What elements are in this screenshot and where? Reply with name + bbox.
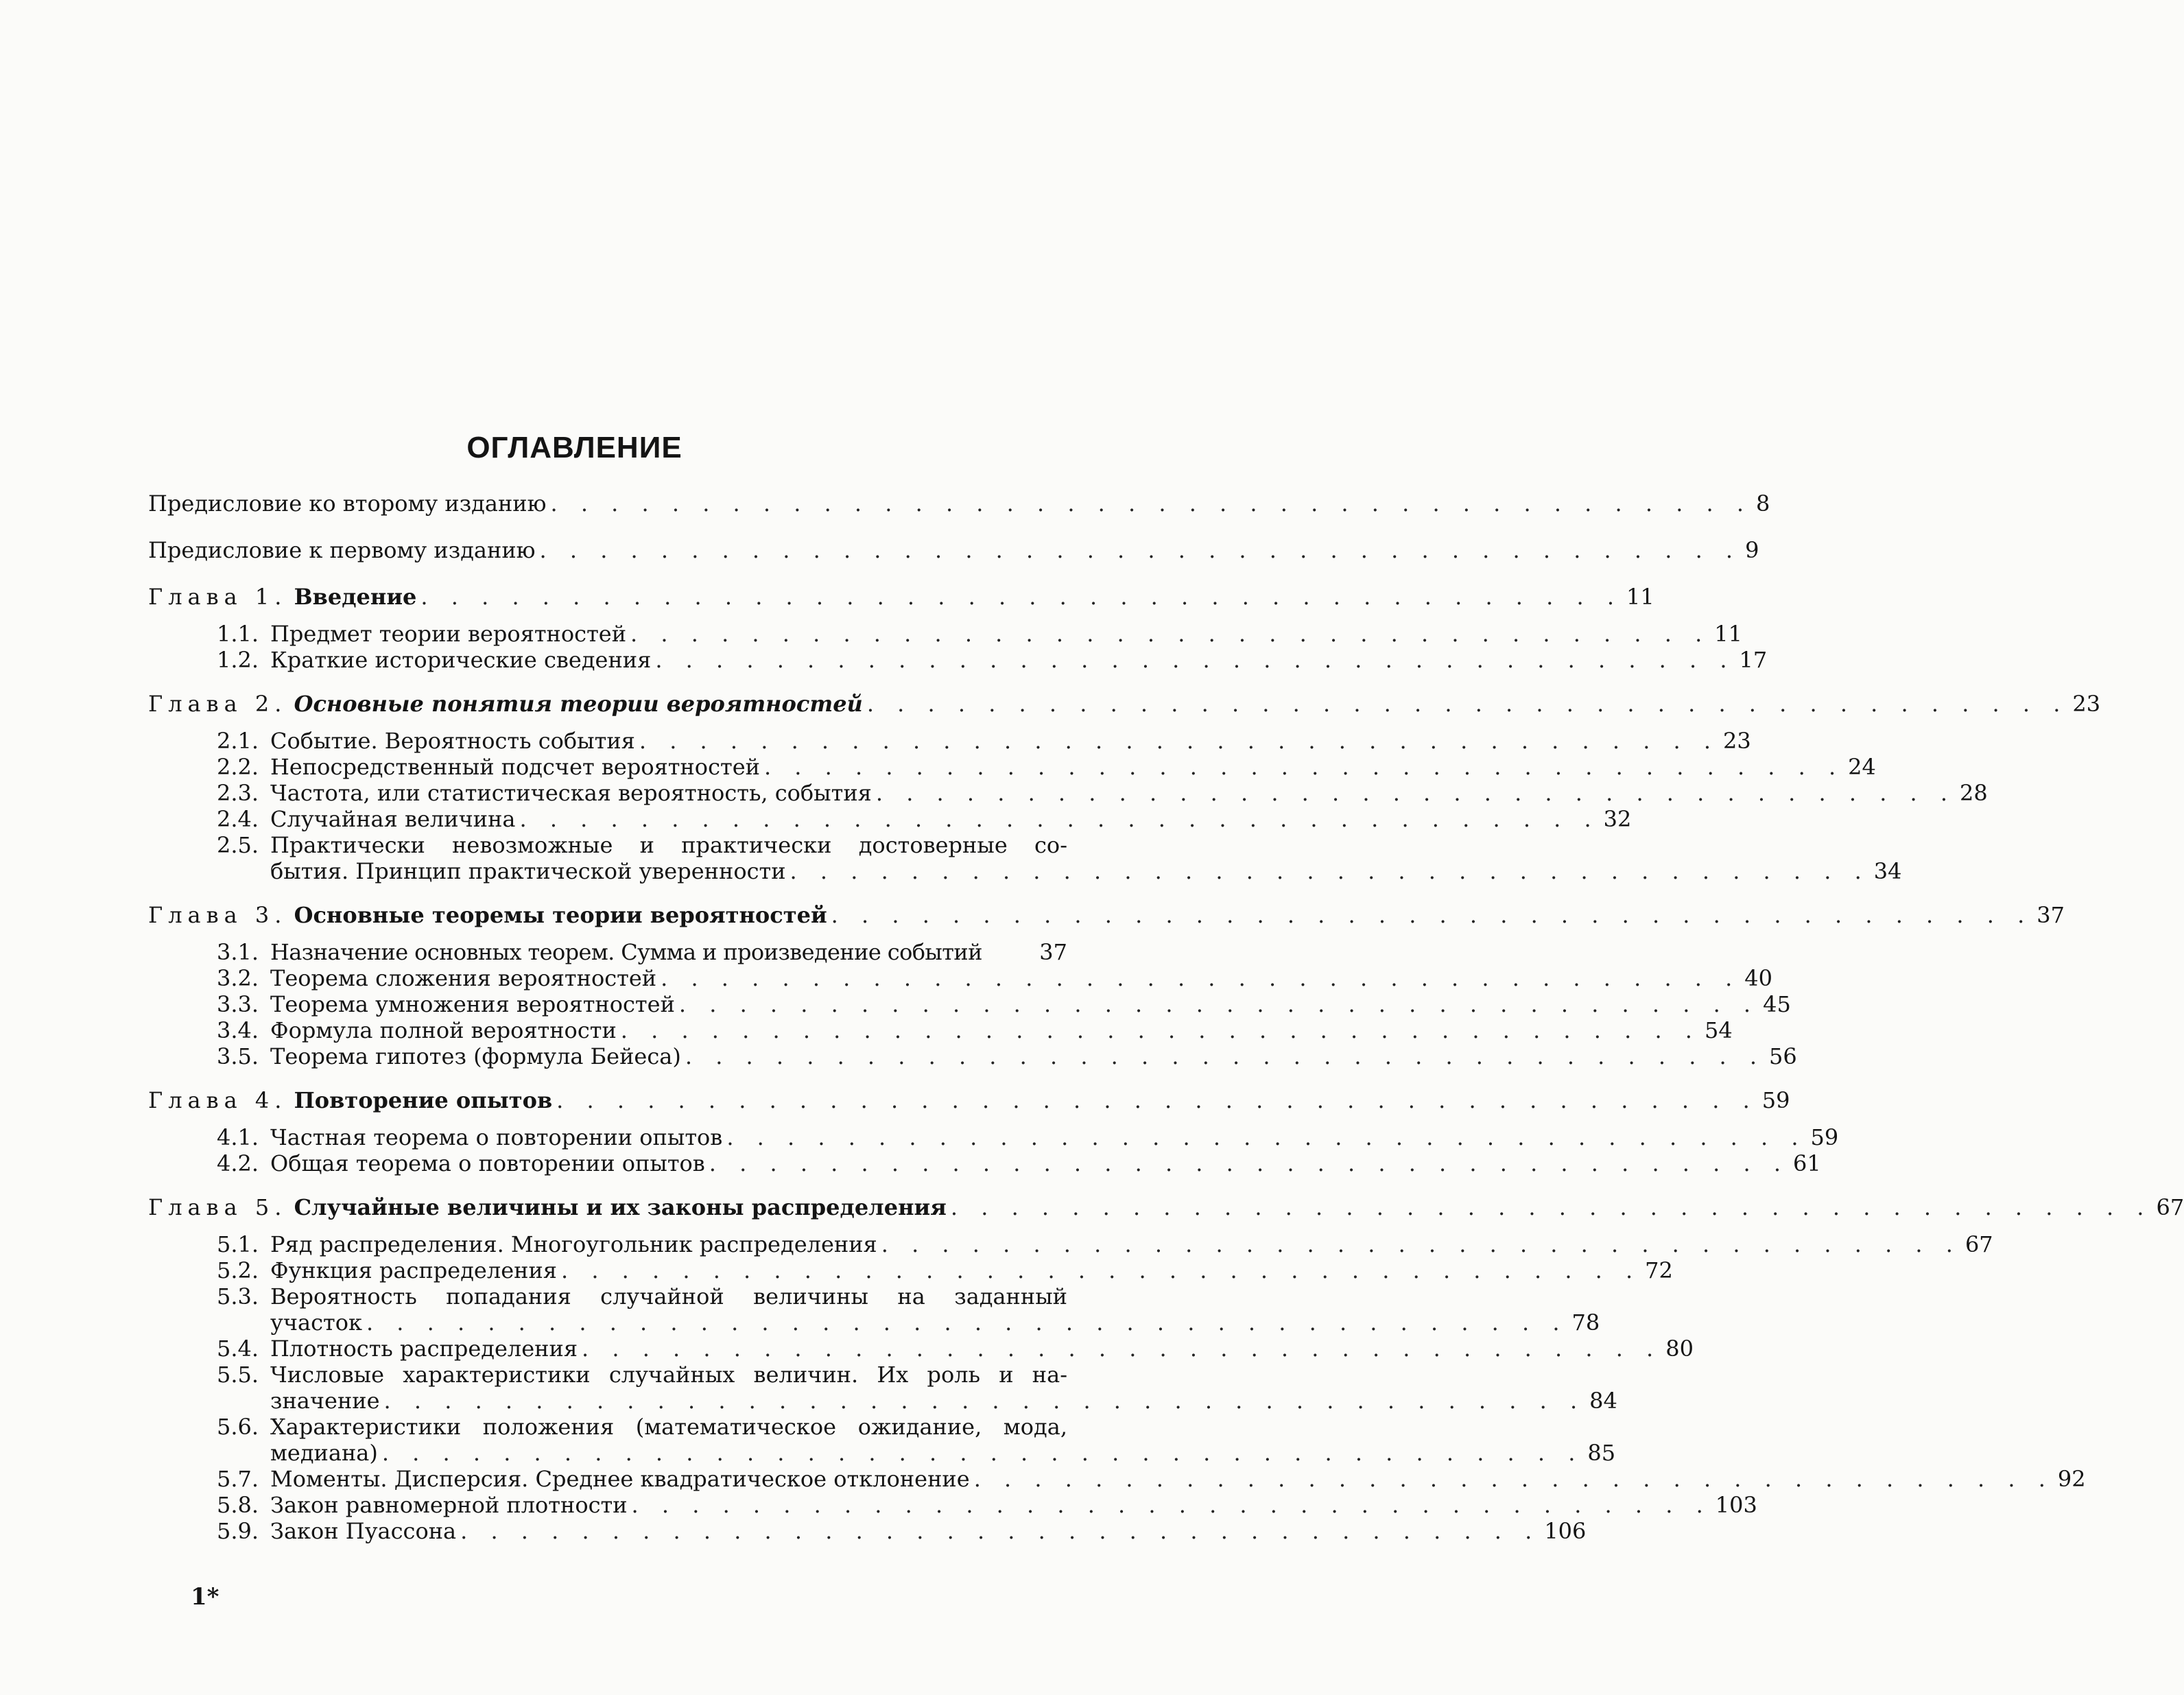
section-title: Назначение основных теорем. Сумма и произведение событий [270, 939, 982, 965]
toc-chapter-2[interactable] [148, 691, 2101, 717]
page-number: 92 [2057, 1466, 2086, 1492]
section-number: 3.3. [217, 991, 259, 1017]
section-number: 1.2. [217, 647, 259, 673]
toc-section-5-7[interactable] [217, 1466, 2086, 1492]
section-number: 5.4. [217, 1336, 259, 1362]
section-title: Непосредственный подсчет вероятностей [270, 754, 760, 780]
dot-leader: . . . . . . . . . . . . . . . . . . . . . . . . . . . . . . . . . . . . [631, 1492, 1711, 1518]
section-title-line2: бытия. Принцип практической уверенности [270, 858, 786, 884]
section-title-line1: Практически невозможные и практически достоверные со- [270, 832, 1067, 858]
section-number: 5.2. [217, 1257, 259, 1283]
page-number: 37 [2037, 902, 2065, 928]
section-number: 5.8. [217, 1492, 259, 1518]
section-title: Частная теорема о повторении опытов [270, 1124, 723, 1150]
entry-title: Предисловие к первому изданию [148, 537, 536, 563]
toc-section-5-2[interactable] [217, 1257, 1673, 1283]
dot-leader: . . . . . . . . . . . . . . . . . . . . . . . . . . . . . . . . . . . . [678, 991, 1759, 1017]
page-number: 54 [1704, 1017, 1733, 1043]
section-number: 5.5. [217, 1362, 259, 1388]
dot-leader: . . . . . . . . . . . . . . . . . . . . . . . . . . . . . . . . . . . . [726, 1124, 1807, 1150]
page-number: 24 [1848, 754, 1876, 780]
section-number: 3.4. [217, 1017, 259, 1043]
page-number: 9 [1745, 537, 1759, 563]
dot-leader: . . . . . . . . . . . . . . . . . . . . . . . . . . . . . . . . . . . . . . . . [381, 1440, 1584, 1466]
chapter-label: Глава 3. [148, 902, 287, 928]
dot-leader: . . . . . . . . . . . . . . . . . . . . . . . . . . . . . . . . . . . . [639, 728, 1720, 754]
chapter-title: Основные теоремы теории вероятностей [294, 902, 827, 928]
page-number: 80 [1665, 1336, 1694, 1362]
toc-chapter-3[interactable] [148, 902, 2065, 928]
section-title: Формула полной вероятности [270, 1017, 617, 1043]
table-of-contents [148, 490, 2184, 1544]
toc-chapter-5[interactable] [148, 1194, 2184, 1220]
toc-section-2-3[interactable] [217, 780, 1988, 806]
page-number: 59 [1810, 1124, 1839, 1150]
toc-section-5-1[interactable] [217, 1231, 1993, 1257]
page-number: 11 [1626, 584, 1654, 610]
section-number: 3.5. [217, 1043, 259, 1069]
dot-leader: . . . . . . . . . . . . . . . . . . . . . . . . . . . . . . . . . . . . . . . . [831, 902, 2033, 928]
section-number: 5.6. [217, 1414, 259, 1440]
page-number: 32 [1603, 806, 1632, 832]
toc-section-2-2[interactable] [217, 754, 1876, 780]
page-number: 11 [1714, 621, 1742, 647]
page-number: 59 [1761, 1087, 1790, 1113]
dot-leader: . . . . . . . . . . . . . . . . . . . . . . . . . . . . . . . . . . . . [630, 621, 1711, 647]
dot-leader: . . . . . . . . . . . . . . . . . . . . . . . . . . . . . . . . . . . . [881, 1231, 1961, 1257]
section-number: 2.4. [217, 806, 259, 832]
section-title: Теорема умножения вероятностей [270, 991, 675, 1017]
section-title: Событие. Вероятность события [270, 728, 635, 754]
toc-section-4-2[interactable] [217, 1150, 1821, 1176]
chapter-title: Введение [294, 584, 417, 610]
section-title: Частота, или статистическая вероятность, события [270, 780, 872, 806]
dot-leader: . . . . . . . . . . . . . . . . . . . . . . . . . . . . . . . . . . . . [875, 780, 1956, 806]
toc-entry-preface-1[interactable] [148, 537, 1759, 563]
toc-chapter-4[interactable] [148, 1087, 1790, 1113]
section-title: Общая теорема о повторении опытов [270, 1150, 705, 1176]
section-number: 2.3. [217, 780, 259, 806]
page-number: 78 [1571, 1309, 1600, 1336]
section-title-line2: медиана) [270, 1440, 378, 1466]
section-title: Моменты. Дисперсия. Среднее квадратическое отклонение [270, 1466, 970, 1492]
toc-section-5-8[interactable] [217, 1492, 1757, 1518]
dot-leader: . . . . . . . . . . . . . . . . . . . . . . . . . . . . . . . . . . . . [655, 647, 1735, 673]
section-title: Закон Пуассона [270, 1518, 457, 1544]
toc-section-3-4[interactable] [217, 1017, 1733, 1043]
page-number: 67 [2156, 1194, 2184, 1220]
chapter-title: Случайные величины и их законы распределения [294, 1194, 947, 1220]
toc-section-3-3[interactable] [217, 991, 1791, 1017]
section-title: Закон равномерной плотности [270, 1492, 628, 1518]
chapter-title: Основные понятия теории вероятностей [294, 691, 863, 717]
toc-section-4-1[interactable] [217, 1124, 1839, 1150]
page-number: 37 [1039, 939, 1067, 965]
section-number: 5.3. [217, 1283, 259, 1309]
section-title-line1: Вероятность попадания случайной величины на заданный [270, 1283, 1067, 1309]
toc-section-3-2[interactable] [217, 965, 1773, 991]
section-number: 3.1. [217, 939, 259, 965]
toc-section-5-4[interactable] [217, 1336, 1694, 1362]
page-number: 45 [1763, 991, 1791, 1017]
page-number: 56 [1769, 1043, 1797, 1069]
dot-leader: . . . . . . . . . . . . . . . . . . . . . . . . . . . . . . . . . . . . [973, 1466, 2054, 1492]
toc-section-5-9[interactable] [217, 1518, 1587, 1544]
dot-leader: . . . . . . . . . . . . . . . . . . . . . . . . . . . . . . . . . . . . [620, 1017, 1700, 1043]
toc-section-1-1[interactable] [217, 621, 1742, 647]
section-number: 4.1. [217, 1124, 259, 1150]
section-title-line1: Числовые характеристики случайных величин. Их роль и на- [270, 1362, 1067, 1388]
chapter-label: Глава 2. [148, 691, 287, 717]
dot-leader: . . . . . . . . . . . . . . . . . . . . . . . . . . . . . . . . . . . . [582, 1336, 1662, 1362]
dot-leader: . . . . . . . . . . . . . . . . . . . . . . . . . . . . . . . . . . . . [661, 965, 1741, 991]
section-title-line2: участок [270, 1309, 362, 1336]
chapter-label: Глава 4. [148, 1087, 287, 1113]
toc-section-5-6[interactable] [217, 1414, 1616, 1466]
dot-leader: . . . . . . . . . . . . . . . . . . . . . . . . . . . . . . . . . . . . . . . . [383, 1388, 1586, 1414]
dot-leader: . . . . . . . . . . . . . . . . . . . . . . . . . . . . . . . . . . . . . . . . [550, 490, 1753, 517]
dot-leader: . . . . . . . . . . . . . . . . . . . . . . . . . . . . . . . . . . . . [519, 806, 1600, 832]
toc-section-3-5[interactable] [217, 1043, 1797, 1069]
section-title-line2: значение [270, 1388, 380, 1414]
section-title: Случайная величина [270, 806, 516, 832]
signature-mark: 1* [191, 1583, 219, 1611]
toc-section-1-2[interactable] [217, 647, 1768, 673]
chapter-label: Глава 1. [148, 584, 287, 610]
page-number: 67 [1965, 1231, 1993, 1257]
toc-chapter-1[interactable] [148, 584, 1654, 610]
dot-leader: . . . . . . . . . . . . . . . . . . . . . . . . . . . . . . . . . . . . . . . . [539, 537, 1742, 563]
section-number: 2.2. [217, 754, 259, 780]
section-title: Функция распределения [270, 1257, 557, 1283]
toc-section-5-5[interactable] [217, 1362, 1617, 1414]
page-number: 17 [1739, 647, 1768, 673]
dot-leader: . . . . . . . . . . . . . . . . . . . . . . . . . . . . . . . . . . . . . . . . [420, 584, 1622, 610]
page-number: 34 [1873, 858, 1902, 884]
page-number: 106 [1544, 1518, 1587, 1544]
dot-leader: . . . . . . . . . . . . . . . . . . . . . . . . . . . . . . . . . . . . . . . . [866, 691, 2069, 717]
entry-title: Предисловие ко второму изданию [148, 490, 547, 517]
toc-section-2-1[interactable] [217, 728, 1751, 754]
section-title-line1: Характеристики положения (математическое ожидание, мода, [270, 1414, 1067, 1440]
page-number: 23 [1723, 728, 1751, 754]
page-number: 72 [1645, 1257, 1673, 1283]
page-number: 84 [1589, 1388, 1617, 1414]
section-number: 2.5. [217, 832, 259, 858]
section-title: Предмет теории вероятностей [270, 621, 627, 647]
section-number: 1.1. [217, 621, 259, 647]
dot-leader: . . . . . . . . . . . . . . . . . . . . . . . . . . . . . . . . . . . . [460, 1518, 1541, 1544]
page-number: 23 [2072, 691, 2101, 717]
page-number: 61 [1793, 1150, 1821, 1176]
toc-entry-preface-2[interactable] [148, 490, 1770, 517]
section-title: Ряд распределения. Многоугольник распределения [270, 1231, 877, 1257]
page-number: 40 [1744, 965, 1773, 991]
section-title: Теорема гипотез (формула Бейеса) [270, 1043, 681, 1069]
chapter-title: Повторение опытов [294, 1087, 553, 1113]
section-title: Теорема сложения вероятностей [270, 965, 657, 991]
page-title: ОГЛАВЛЕНИЕ [466, 431, 682, 464]
dot-leader: . . . . . . . . . . . . . . . . . . . . . . . . . . . . . . . . . . . . [763, 754, 1844, 780]
section-number: 5.9. [217, 1518, 259, 1544]
section-title: Краткие исторические сведения [270, 647, 652, 673]
section-number: 5.7. [217, 1466, 259, 1492]
dot-leader: . . . . . . . . . . . . . . . . . . . . . . . . . . . . . . . . . . . . . . . . [950, 1194, 2152, 1220]
dot-leader: . . . . . . . . . . . . . . . . . . . . . . . . . . . . . . . . . . . . [685, 1043, 1766, 1069]
toc-section-2-5[interactable] [217, 832, 1902, 884]
toc-section-5-3[interactable] [217, 1283, 1600, 1336]
page-number: 103 [1715, 1492, 1757, 1518]
dot-leader: . . . . . . . . . . . . . . . . . . . . . . . . . . . . . . . . . . . . [709, 1150, 1789, 1176]
section-number: 2.1. [217, 728, 259, 754]
chapter-label: Глава 5. [148, 1194, 287, 1220]
dot-leader: . . . . . . . . . . . . . . . . . . . . . . . . . . . . . . . . . . . . [790, 858, 1870, 884]
section-number: 4.2. [217, 1150, 259, 1176]
section-title: Плотность распределения [270, 1336, 578, 1362]
dot-leader: . . . . . . . . . . . . . . . . . . . . . . . . . . . . . . . . . . . . [560, 1257, 1641, 1283]
section-number: 3.2. [217, 965, 259, 991]
page-number: 8 [1756, 490, 1770, 517]
dot-leader: . . . . . . . . . . . . . . . . . . . . . . . . . . . . . . . . . . . . . . . . [556, 1087, 1758, 1113]
toc-section-3-1[interactable] [217, 939, 1067, 965]
page-number: 28 [1960, 780, 1988, 806]
section-number: 5.1. [217, 1231, 259, 1257]
toc-section-2-4[interactable] [217, 806, 1632, 832]
page-number: 85 [1587, 1440, 1616, 1466]
dot-leader: . . . . . . . . . . . . . . . . . . . . . . . . . . . . . . . . . . . . . . . . [366, 1309, 1568, 1336]
